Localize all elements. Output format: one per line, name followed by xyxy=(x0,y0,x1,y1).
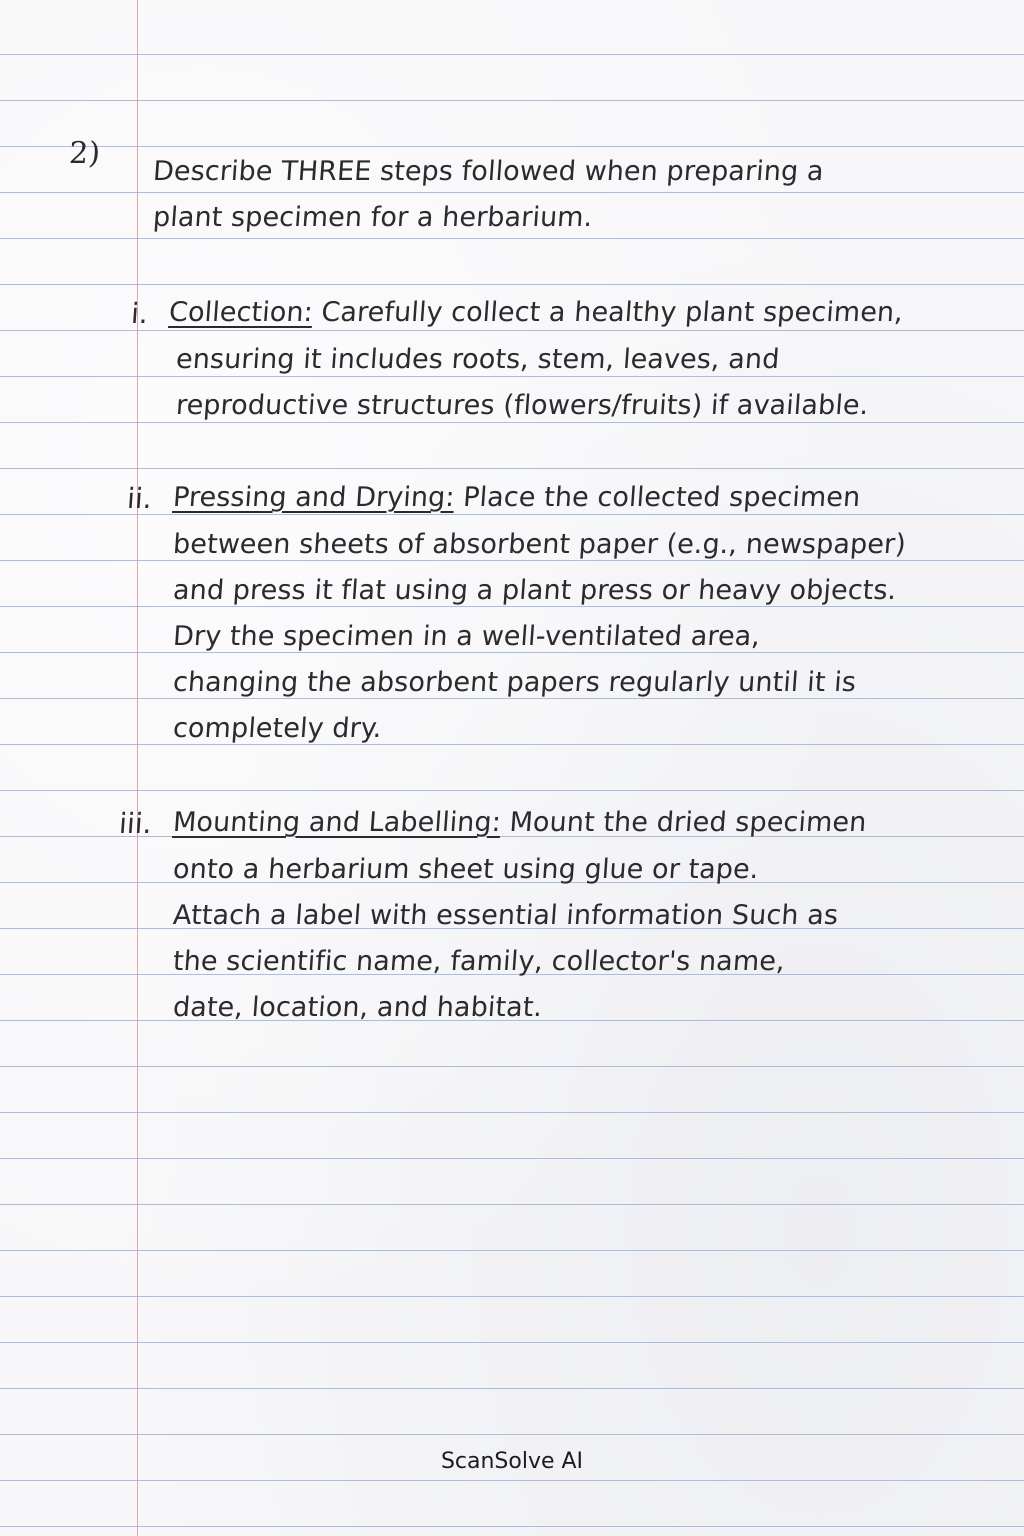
step-text: Carefully collect a healthy plant specimen, xyxy=(311,297,904,328)
step-first-line xyxy=(172,807,867,838)
rule-line xyxy=(0,1204,1024,1205)
step-heading: Mounting and Labelling: xyxy=(172,807,503,838)
step-text-line: ensuring it includes roots, stem, leaves, and xyxy=(175,344,781,375)
rule-line xyxy=(0,606,1024,607)
rule-line xyxy=(0,1296,1024,1297)
step-text-line: Dry the specimen in a well-ventilated area, xyxy=(172,621,762,652)
rule-line xyxy=(0,54,1024,55)
scansolve-watermark: ScanSolve AI xyxy=(440,1449,584,1474)
rule-line xyxy=(0,744,1024,745)
rule-line xyxy=(0,284,1024,285)
rule-line xyxy=(0,652,1024,653)
margin-line xyxy=(137,0,138,1536)
rule-line xyxy=(0,698,1024,699)
rule-line xyxy=(0,192,1024,193)
rule-line xyxy=(0,146,1024,147)
rule-line xyxy=(0,422,1024,423)
rule-line xyxy=(0,376,1024,377)
step-numeral: iii. xyxy=(118,807,153,840)
step-text-line: changing the absorbent papers regularly until it is xyxy=(172,667,858,698)
rule-line xyxy=(0,1434,1024,1435)
rule-line xyxy=(0,514,1024,515)
rule-line xyxy=(0,560,1024,561)
step-numeral: i. xyxy=(130,297,150,330)
step-first-line xyxy=(168,297,904,328)
rule-line xyxy=(0,1480,1024,1481)
step-heading: Collection: xyxy=(168,297,314,328)
step-text-line: reproductive structures (flowers/fruits) if available. xyxy=(175,390,870,421)
step-text-line: the scientific name, family, collector's name, xyxy=(172,946,786,977)
step-text-line: and press it flat using a plant press or heavy objects. xyxy=(172,575,898,606)
rule-line xyxy=(0,238,1024,239)
rule-line xyxy=(0,1112,1024,1113)
rule-line xyxy=(0,1342,1024,1343)
step-text: Mount the dried specimen xyxy=(499,807,868,838)
step-text-line: onto a herbarium sheet using glue or tape. xyxy=(172,854,760,885)
rule-line xyxy=(0,1526,1024,1527)
rule-line xyxy=(0,1388,1024,1389)
step-numeral: ii. xyxy=(126,482,154,515)
rule-line xyxy=(0,790,1024,791)
step-heading: Pressing and Drying: xyxy=(172,482,456,513)
rule-line xyxy=(0,1158,1024,1159)
question-prompt-line: plant specimen for a herbarium. xyxy=(152,202,594,233)
step-text-line: Attach a label with essential information Such as xyxy=(172,900,840,931)
step-text-line: completely dry. xyxy=(172,713,383,744)
rule-line xyxy=(0,100,1024,101)
question-prompt-line: Describe THREE steps followed when preparing a xyxy=(152,156,825,187)
rule-line xyxy=(0,330,1024,331)
step-text-line: between sheets of absorbent paper (e.g., newspaper) xyxy=(172,529,907,560)
question-number: 2) xyxy=(68,136,102,171)
rule-line xyxy=(0,1250,1024,1251)
rule-line xyxy=(0,468,1024,469)
rule-line xyxy=(0,1066,1024,1067)
step-text-line: date, location, and habitat. xyxy=(172,992,544,1023)
step-first-line xyxy=(172,482,861,513)
step-text: Place the collected specimen xyxy=(453,482,862,513)
